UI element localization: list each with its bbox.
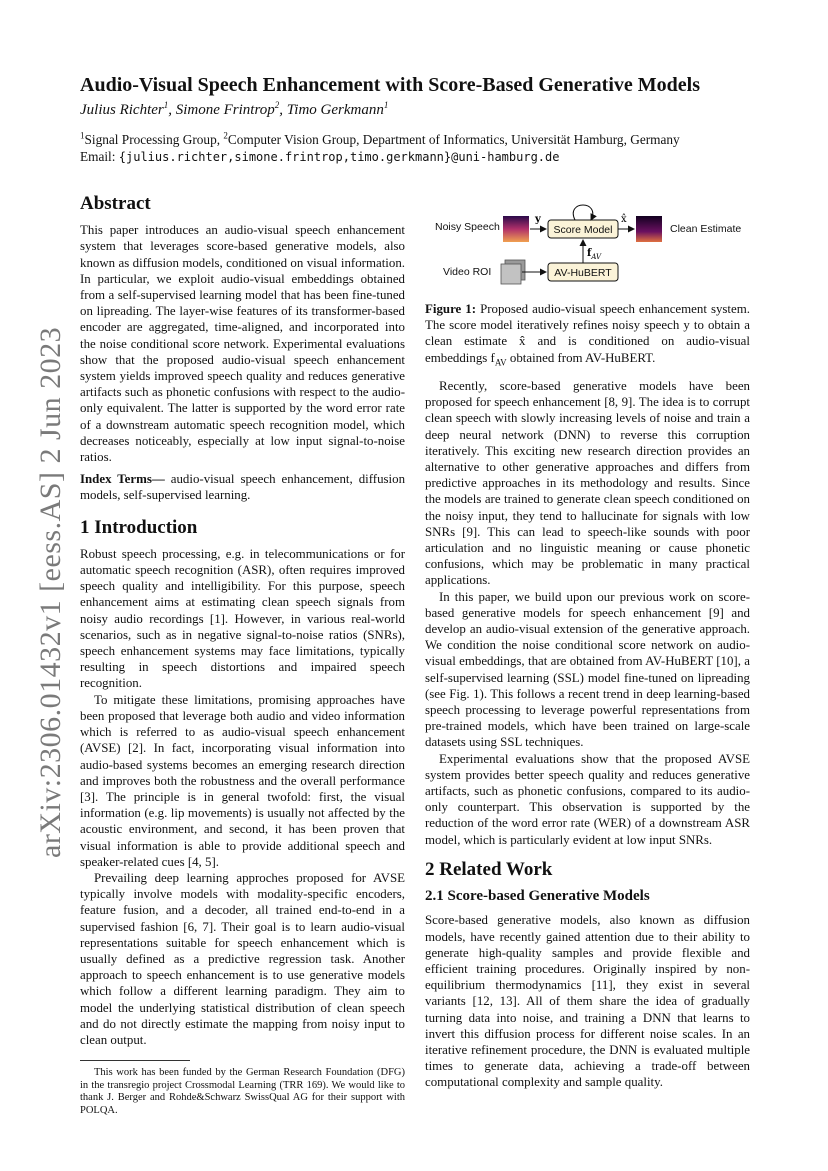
arxiv-stamp [14,326,67,858]
author-2: Simone Frintrop [175,102,275,118]
abstract-heading: Abstract [80,193,151,214]
abstract-text: This paper introduces an audio-visual speech enhancement system that leverages score-based generative models, also known as diffusion models, conditioned on visual information. In particular, we exploit audio-visual embeddings obtained from a self-supervised learning model that has been fine-tuned on lipreading. The layer-wise features of its transformer-based encoder are aggregated, time-aligned, and incorporated into the noise conditional score network. Experimental evaluations show that the proposed audio-visual speech enhancement system yields improved speech quality and reduces generative artifacts such as phonetic confusions with respect to the audio-only equivalent. The latter is supported by the word error rate of a downstream automatic speech recognition model, which decreases noticeably, especially at low input signal-to-noise ratios. [80,223,405,465]
email-label: Email: [80,149,119,164]
intro-paragraph-3: Prevailing deep learning approches proposed for AVSE typically involve models with modality-specific encoders, feature fusion, and a decoder, all trained end-to-end in a supervised fashion [6, 7]. Their goal is to learn audio-visual representations suitable for speech enhancement which is usually defined as a predictive regression task. Another approach to speech enhancement is to use generative models which follow a different learning paradigm. They aim to model the underlying statistical distribution of clean speech and do not directly estimate the mapping from noisy input to clean output. [80,870,405,1047]
related-work-heading: 2 Related Work [425,858,553,880]
author-2-affil: 2 [274,100,280,110]
email-line [80,148,760,166]
author-1-affil: 1 [163,100,169,110]
affiliation-line [80,131,760,148]
figure-1 [425,196,755,296]
right-paragraph-3: Experimental evaluations show that the proposed AVSE system provides better speech quality and reduces generative artifacts, such as phonetic confusions, compared to its audio-only counterpart. This observation is supported by the reduction of the word error rate (WER) of a downstream ASR model, which is particularly evident at low input SNRs. [425,751,750,847]
index-terms-text: audio-visual speech enhancement, diffusion models, self-supervised learning. [80,472,406,503]
paper-title: Audio-Visual Speech Enhancement with Score-Based Generative Models [80,74,700,96]
left-column [80,193,406,1117]
score-models-heading: 2.1 Score-based Generative Models [425,888,650,905]
figure-1-diagram [425,196,755,296]
score-model-label: Score Model [553,224,613,236]
fav-symbol: $f_{AV}$ [587,248,602,261]
author-3-affil: 1 [383,100,389,110]
right-paragraph-2: In this paper, we build upon our previous work on score-based generative models for speech enhancement [9] and develop an audio-visual extension of the generative approach. We condition the noise conditional score network on audio-visual embeddings, that are obtained from AV-HuBERT [10], a self-supervised learning (SSL) model fine-tuned on lipreading (see Fig. 1). This follows a recent trend in deep learning-based speech processing to leverage powerful representations from pre-trained models, which have been trained on large-scale datasets using SSL techniques. [425,589,750,750]
noisy-speech-label: Noisy Speech [435,221,500,233]
author-list: Julius Richter$^1$, Simone Frintrop$^2$, Timo Gerkmann$^1$ [80,100,389,118]
figure-1-caption-text: Proposed audio-visual speech enhancement system. The score model iteratively refines noisy speech y to obtain a clean estimate x̂ and is conditioned on audio-visual embeddings f [425,302,750,365]
index-terms-label: Index Terms— [80,472,165,487]
affil-sup-1: 1 [80,130,85,141]
author-1: Julius Richter [80,102,164,118]
right-paragraph-1: Recently, score-based generative models have been proposed for speech enhancement [8, 9]. The idea is to corrupt clean speech with slowly increasing levels of noise and train a deep neural network (DNN) to reverse this corruption iteratively. This exciting new research direction provides an alternative to other generative approaches and differs from predictive approaches in its methodology and results. Since the models are trained to generate clean speech conditioned on the noisy input, they tend to hallucinate for signals with low SNRs [9]. This can lead to speech-like sounds with poor articulation and no linguistic meaning or cause phonetic confusions, which may be problematic in many practical applications. [425,379,750,588]
iteration-loop-arrow [573,205,593,220]
affil-group-2: Computer Vision Group, Department of Informatics, Universität Hamburg, Germany [227,132,680,147]
figure-1-caption-label: Figure 1: [425,302,477,316]
intro-paragraph-1: Robust speech processing, e.g. in telecommunications or for automatic speech recognition (ASR), often requires improved speech quality and intelligibility. For this purpose, speech enhancement aims at estimating clean speech signals from noisy audio recordings [1]. However, in various real-world scenarios, such as in negative signal-to-noise ratios (SNRs), speech enhancement systems may face limitations, typically resulting in speech distortions and impaired speech recognition. [80,546,405,691]
noisy-spectrogram [503,216,529,242]
figure-1-caption [425,301,750,370]
affiliation [80,131,760,166]
clean-estimate-label: Clean Estimate [670,223,742,235]
affil-sup-2: 2 [223,130,228,141]
video-roi-label: Video ROI [443,266,492,278]
figure-1-caption-end: obtained from AV-HuBERT. [506,350,656,365]
intro-heading: 1 Introduction [80,516,198,538]
index-terms [80,471,405,503]
affil-group-1: Signal Processing Group, [84,132,224,147]
footnote: This work has been funded by the German Research Foundation (DFG) in the transregio project Crossmodal Learning (TRR 169). We would like to thank J. Berger and Rohde&Schwarz SwissQual AG for their support with POLQA. [80,1067,405,1116]
av-hubert-label: AV-HuBERT [554,267,612,279]
clean-spectrogram [636,216,662,242]
arxiv-stamp-text: arXiv:2306.01432v1 [eess.AS] 2 Jun 2023 [34,326,67,858]
right-column [425,378,750,1091]
intro-paragraph-2: To mitigate these limitations, promising approaches have been proposed that leverage both audio and video information which is referred to as audio-visual speech enhancement (AVSE) [2]. In fact, incorporating visual information into audio-based systems becomes an emerging research direction and improves both the robustness and the overall performance [3]. The principle is in general twofold: first, the visual information (e.g. lip movements) is usually not affected by the acoustic environment, and second, it has been proven that visual information is able to provide additional speech and speaker-related cues [4, 5]. [80,692,405,869]
footnote-rule [80,1060,190,1061]
right-paragraph-4: Score-based generative models, also known as diffusion models, have recently gained attention due to their ability to generate high-quality samples and provide flexible and efficient training procedures. Originally inspired by non-equilibrium thermodynamics [11], they exist in several variants [12, 13]. All of them share the idea of gradually turning data into noise, and training a DNN that learns to invert this diffusion process for different noise scales. In an iterative refinement procedure, the DNN is evaluated multiple times to generate data, achieving a trade-off between computational complexity and sample quality. [425,913,750,1090]
y-symbol: y [535,214,541,225]
email-address[interactable]: {julius.richter,simone.frintrop,timo.gerkmann}@uni-hamburg.de [118,150,560,164]
author-3: Timo Gerkmann [286,102,384,118]
figure-1-caption-sub: AV [494,357,507,368]
xhat-symbol: x̂ [621,214,627,225]
